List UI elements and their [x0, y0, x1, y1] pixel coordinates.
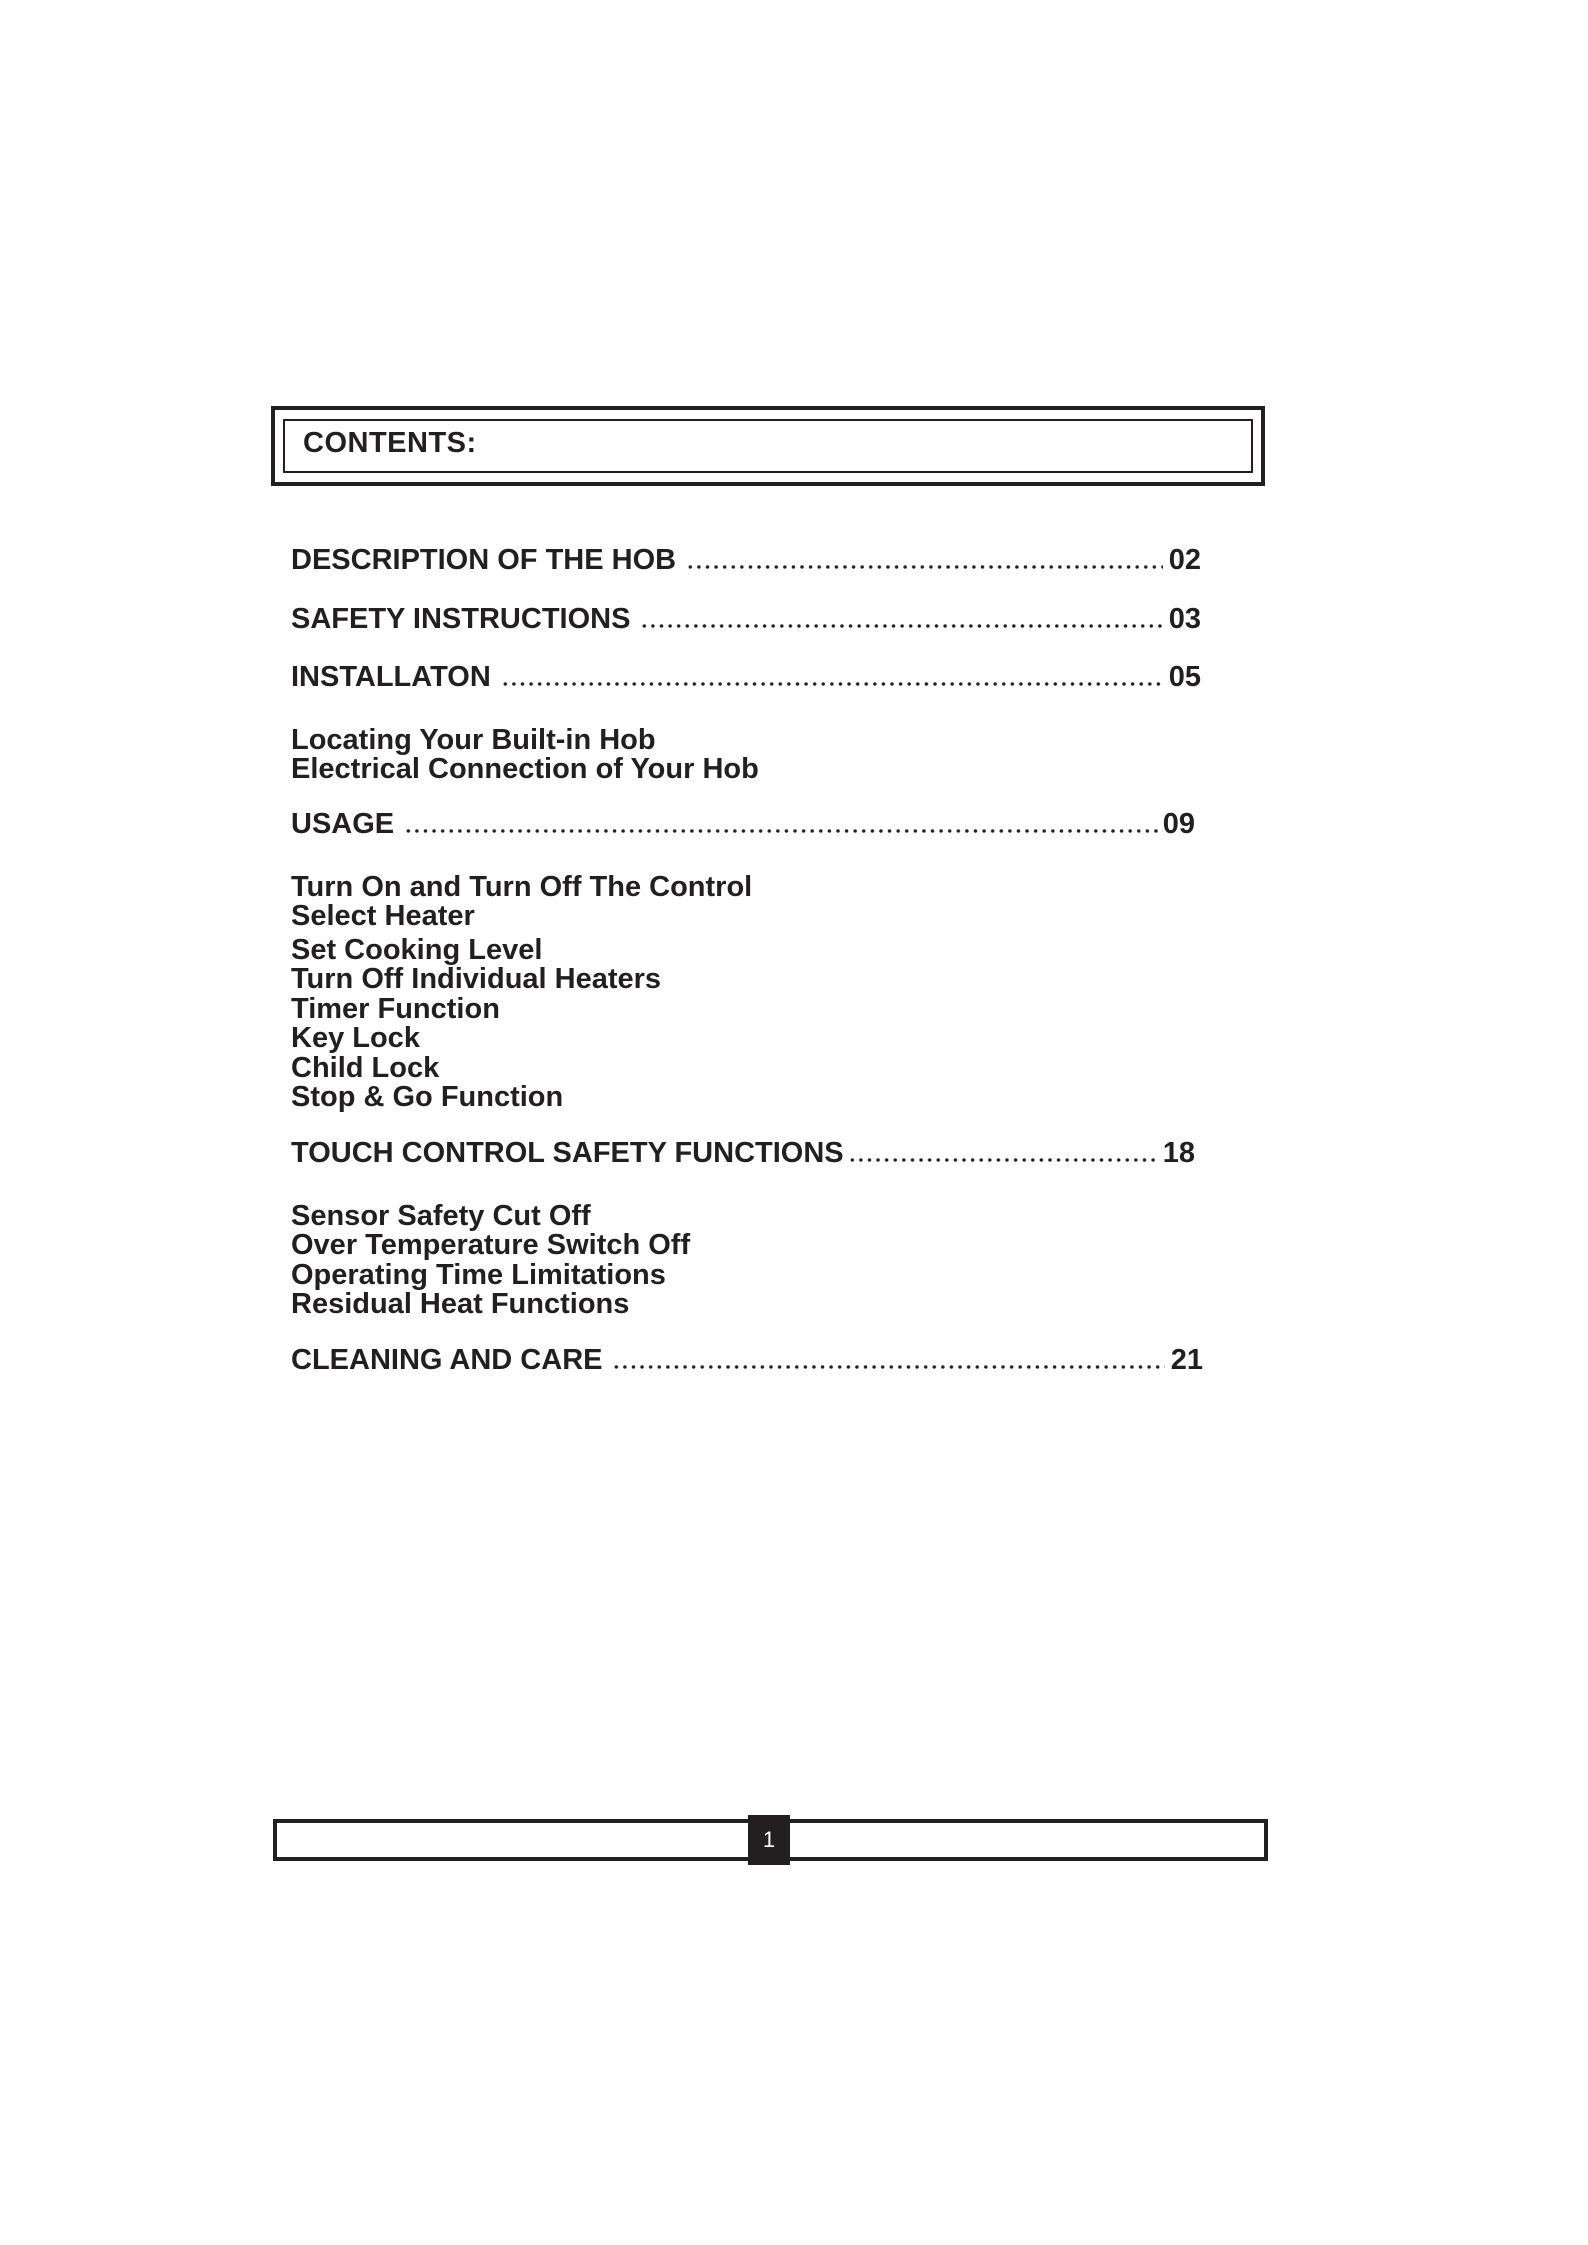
- toc-entry-label: INSTALLATON: [291, 661, 491, 693]
- toc-sub-entry[interactable]: Locating Your Built-in Hob: [291, 724, 656, 756]
- toc-entry-label: DESCRIPTION OF THE HOB: [291, 544, 677, 576]
- toc-entry-page: 05: [1168, 661, 1201, 693]
- contents-header-box: [271, 406, 1265, 486]
- toc-sub-entry[interactable]: Residual Heat Functions: [291, 1288, 630, 1320]
- dot-leader: [404, 828, 1163, 834]
- toc-entry-page: 21: [1170, 1344, 1203, 1376]
- toc-entry-installation[interactable]: [291, 659, 1201, 695]
- toc-sub-entry[interactable]: Turn Off Individual Heaters: [291, 963, 662, 995]
- toc-entry-label: CLEANING AND CARE: [291, 1344, 603, 1376]
- toc-entry-page: 02: [1168, 544, 1201, 576]
- dot-leader: [640, 623, 1162, 629]
- dot-leader: [501, 681, 1163, 687]
- toc-sub-entry[interactable]: Turn On and Turn Off The Control: [291, 871, 753, 903]
- toc-sub-entry[interactable]: Select Heater: [291, 900, 475, 932]
- toc-entry-cleaning-and-care[interactable]: [291, 1342, 1203, 1378]
- toc-entry-touch-control-safety[interactable]: [291, 1135, 1195, 1171]
- toc-entry-page: 03: [1168, 603, 1201, 635]
- toc-sub-entry[interactable]: Stop & Go Function: [291, 1081, 564, 1113]
- dot-leader: [686, 564, 1163, 570]
- contents-title: CONTENTS:: [303, 427, 477, 459]
- toc-sub-entry[interactable]: Key Lock: [291, 1022, 420, 1054]
- toc-sub-entry[interactable]: Operating Time Limitations: [291, 1259, 666, 1291]
- toc-entry-description[interactable]: [291, 542, 1201, 578]
- dot-leader: [848, 1157, 1159, 1163]
- toc-sub-entry[interactable]: Child Lock: [291, 1052, 440, 1084]
- toc-entry-page: 18: [1162, 1137, 1195, 1169]
- toc-sub-entry[interactable]: Electrical Connection of Your Hob: [291, 753, 759, 785]
- contents-header-inner-frame: [283, 419, 1253, 473]
- toc-entry-usage[interactable]: [291, 806, 1195, 842]
- page-number: 1: [748, 1815, 790, 1865]
- toc-sub-entry[interactable]: Set Cooking Level: [291, 934, 543, 966]
- toc-sub-entry[interactable]: Timer Function: [291, 993, 500, 1025]
- toc-entry-page: 09: [1162, 808, 1195, 840]
- toc-entry-label: USAGE: [291, 808, 395, 840]
- toc-sub-entry[interactable]: Over Temperature Switch Off: [291, 1229, 691, 1261]
- toc-sub-entry[interactable]: Sensor Safety Cut Off: [291, 1200, 591, 1232]
- toc-entry-label: TOUCH CONTROL SAFETY FUNCTIONS: [291, 1137, 844, 1169]
- toc-entry-label: SAFETY INSTRUCTIONS: [291, 603, 631, 635]
- dot-leader: [612, 1364, 1164, 1370]
- toc-entry-safety-instructions[interactable]: [291, 601, 1201, 637]
